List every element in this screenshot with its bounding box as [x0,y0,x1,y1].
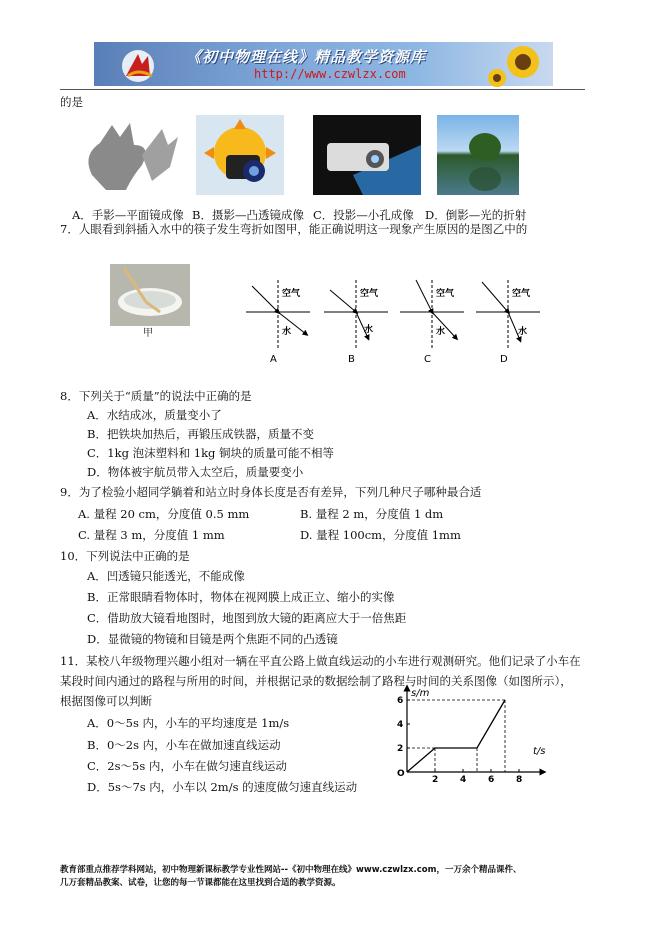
diagram-c [400,280,464,365]
q8-stem: 8．下列关于“质量”的说法中正确的是 [60,389,252,403]
y-axis-label: s/m [411,688,430,699]
diagram-d-label: D [500,354,508,365]
header-banner [94,42,553,86]
q11-stem-line-3: 根据图像可以判断 [60,694,152,708]
diagram-b-label: B [348,354,355,365]
diagram-b [324,280,388,365]
reflection-image [437,115,519,195]
q8-option-c: C．1kg 泡沫塑料和 1kg 铜块的质量可能不相等 [87,446,335,460]
diagram-b-water-label: 水 [364,325,374,335]
diagram-a [246,280,310,365]
q6-option-d: D．倒影—光的折射 [425,208,527,222]
hand-shadow-image [72,115,182,195]
diagram-a-water-label: 水 [282,327,292,337]
q6-option-b: B．摄影—凸透镜成像 [192,208,304,222]
q11-option-a: A．0～5s 内，小车的平均速度是 1m/s [87,716,290,730]
site-logo-icon [118,46,158,84]
q6-option-c: C．投影—小孔成像 [313,208,414,222]
x-axis-label: t/s [533,746,546,757]
diagram-c-water-label: 水 [436,327,446,337]
q11-option-b: B．0～2s 内，小车在做加速直线运动 [87,738,281,752]
y-tick-label: 2 [397,744,404,754]
sunflower-icon [489,42,553,86]
q9-option-b: B. 量程 2 m，分度值 1 dm [300,507,444,521]
q11-stem-line-2: 某段时间内通过的路程与所用的时间，并根据记录的数据绘制了路程与时间的关系图像（如图所示）， [60,674,572,688]
q10-option-c: C．借助放大镜看地图时，地图到放大镜的距离应大于一倍焦距 [87,611,407,625]
diagram-c-label: C [424,354,431,365]
y-tick-label: 6 [397,696,404,706]
diagram-d-water-label: 水 [518,327,528,337]
q10-option-a: A．凹透镜只能透光，不能成像 [87,569,245,583]
diagram-a-air-label: 空气 [282,289,301,299]
origin-label: O [397,769,405,779]
q11-option-c: C．2s～5s 内，小车在做匀速直线运动 [87,759,287,773]
banner-title: 《初中物理在线》精品教学资源库 [186,48,427,66]
chopstick-bowl-image [110,264,190,326]
photographer-image [196,115,284,195]
diagram-c-air-label: 空气 [436,289,455,299]
q8-option-d: D．物体被宇航员带入太空后，质量要变小 [87,465,304,479]
footer-line-1: 教育部重点推荐学科网站，初中物理新课标教学专业性网站--《初中物理在线》www.czwlzx.com，一万余个精品课件、 [60,865,522,875]
photo-label: 甲 [143,328,153,339]
projector-image [313,115,421,195]
x-tick-label: 6 [488,775,495,785]
q9-option-c: C. 量程 3 m，分度值 1 mm [78,528,225,542]
banner-url: http://www.czwlzx.com [254,67,406,81]
q6-option-a: A．手影—平面镜成像 [72,208,184,222]
diagram-b-air-label: 空气 [360,289,379,299]
distance-time-chart [385,686,550,785]
x-tick-label: 4 [460,775,467,785]
q9-option-a: A. 量程 20 cm，分度值 0.5 mm [78,507,250,521]
footer-line-2: 几万套精品教案、试卷，让您的每一节课都能在这里找到合适的教学资源。 [60,878,341,888]
q10-stem: 10．下列说法中正确的是 [60,549,190,563]
q10-option-d: D．显微镜的物镜和目镜是两个焦距不同的凸透镜 [87,632,338,646]
top-fragment: 的是 [60,95,83,109]
refraction-diagrams [238,272,538,364]
x-tick-label: 8 [516,775,523,785]
q11-stem-line-1: 11．某校八年级物理兴趣小组对一辆在平直公路上做直线运动的小车进行观测研究。他们记录了小车在 [60,654,581,668]
y-tick-label: 4 [397,720,404,730]
q8-option-b: B．把铁块加热后，再锻压成铁器，质量不变 [87,427,314,441]
q8-option-a: A．水结成冰，质量变小了 [87,408,222,422]
header-rule [60,89,585,90]
q11-option-d: D．5s～7s 内，小车以 2m/s 的速度做匀速直线运动 [87,780,358,794]
x-tick-label: 2 [432,775,439,785]
diagram-d-air-label: 空气 [512,289,531,299]
q7-stem: 7．人眼看到斜插入水中的筷子发生弯折如图甲，能正确说明这一现象产生原因的是图乙中的 [60,222,528,236]
diagram-d [476,280,540,365]
diagram-a-label: A [270,354,277,365]
q9-stem: 9．为了检验小超同学躺着和站立时身体长度是否有差异，下列几种尺子哪种最合适 [60,485,482,499]
q9-option-d: D. 量程 100cm，分度值 1mm [300,528,461,542]
q10-option-b: B．正常眼睛看物体时，物体在视网膜上成正立、缩小的实像 [87,590,395,604]
series-line [407,700,505,772]
